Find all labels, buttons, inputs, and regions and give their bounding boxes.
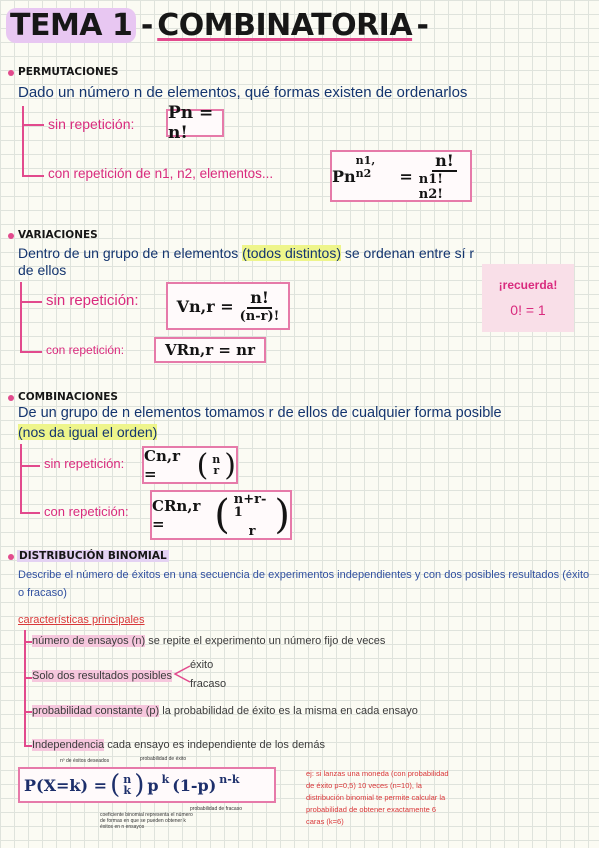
- outcome-exito: éxito: [190, 659, 214, 671]
- bracket-branch: [24, 641, 32, 643]
- section-bullet: [8, 554, 14, 560]
- feature-item: probabilidad constante (p) la probabilidad de éxito es la misma en cada ensayo: [32, 705, 418, 717]
- bracket: [24, 630, 26, 746]
- comb-sin-formula: Cn,r = ( n r ): [144, 447, 236, 483]
- bracket-branch: [20, 351, 42, 353]
- title-dash: -: [140, 8, 153, 43]
- recuerda-note: ¡recuerda! 0! = 1: [482, 264, 574, 332]
- outcome-fracaso: fracaso: [190, 678, 227, 690]
- title-tema: TEMA 1: [6, 8, 136, 43]
- section-heading-combinaciones: COMBINACIONES: [18, 391, 118, 403]
- branch-arrow: [172, 662, 192, 686]
- annotation-exitos: nº de éxitos deseados: [60, 758, 110, 764]
- title-dash: -: [416, 8, 429, 43]
- variaciones-desc: Dentro de un grupo de n elementos (todos distintos) se ordenan entre sí r: [18, 245, 475, 261]
- var-con-label: con repetición:: [46, 343, 125, 357]
- comb-con-formula: CRn,r = ( n+r-1 r ): [152, 491, 290, 539]
- perm-sin-formula: Pn = n!: [166, 109, 224, 137]
- bracket-branch: [24, 745, 32, 747]
- var-sin-label: sin repetición:: [46, 292, 139, 309]
- bracket-branch: [20, 512, 40, 514]
- combinaciones-desc: De un grupo de n elementos tomamos r de ellos de cualquier forma posible: [18, 405, 502, 421]
- bracket: [22, 106, 24, 176]
- bracket-branch: [24, 677, 32, 679]
- bracket: [20, 444, 22, 514]
- bracket-branch: [22, 124, 44, 126]
- combinaciones-desc-line2: (nos da igual el orden): [18, 424, 158, 440]
- binomial-desc: Describe el número de éxitos en una secuencia de experimentos independientes y con dos posibles resultados (éxito o fracaso): [18, 569, 590, 599]
- bracket-branch: [22, 175, 44, 177]
- section-heading-binomial: DISTRIBUCIÓN BINOMIAL: [19, 550, 167, 562]
- section-heading-permutaciones: PERMUTACIONES: [18, 66, 119, 78]
- bracket-branch: [20, 301, 42, 303]
- feature-item: Independencia cada ensayo es independiente de los demás: [32, 739, 325, 751]
- annotation-prob-fracaso: probabilidad de fracaso: [190, 806, 242, 812]
- feature-item: Solo dos resultados posibles: [32, 670, 173, 682]
- caracteristicas-heading: características principales: [18, 614, 145, 626]
- comb-con-label: con repetición:: [44, 504, 129, 519]
- section-bullet: [8, 395, 14, 401]
- permutaciones-desc: Dado un número n de elementos, qué formas existen de ordenarlos: [18, 84, 468, 101]
- perm-con-formula: Pn $^{n1, n2}$ = $\frac{n!}{n1! n2!}$: [330, 150, 472, 202]
- variaciones-desc-line2: de ellos: [18, 262, 67, 278]
- bracket-branch: [20, 465, 40, 467]
- bracket-branch: [24, 711, 32, 713]
- binomial-formula: P(X=k) = ( n k ) p $^k$ (1-p) $^{n-k}$: [18, 767, 276, 803]
- section-heading-variaciones: VARIACIONES: [18, 229, 98, 241]
- page-title: [6, 8, 428, 43]
- section-bullet: [8, 233, 14, 239]
- var-con-formula: VRn,r = nr: [154, 337, 266, 363]
- title-main: COMBINATORIA: [157, 8, 413, 43]
- feature-item: número de ensayos (n) se repite el experimento un número fijo de veces: [32, 635, 386, 647]
- var-sin-formula: Vn,r = $\frac{n!}{(n-r)!}$: [166, 282, 290, 330]
- bracket: [20, 282, 22, 352]
- annotation-prob-exito: probabilidad de éxito: [140, 756, 187, 762]
- section-bullet: [8, 70, 14, 76]
- annotation-coef: coeficiente binomial representa el número de formas en que se pueden obtener k éxitos en n ensayos: [100, 812, 193, 830]
- binomial-example: ej: si lanzas una moneda (con probabilidad de éxito p=0,5) 10 veces (n=10), la distribución binomial te permite calcular la probabilidad de obtener exactamente 6 caras (k=6): [306, 769, 449, 826]
- comb-sin-label: sin repetición:: [44, 456, 125, 471]
- perm-con-label: con repetición de n1, n2, elementos...: [48, 166, 274, 181]
- perm-sin-label: sin repetición:: [48, 116, 135, 132]
